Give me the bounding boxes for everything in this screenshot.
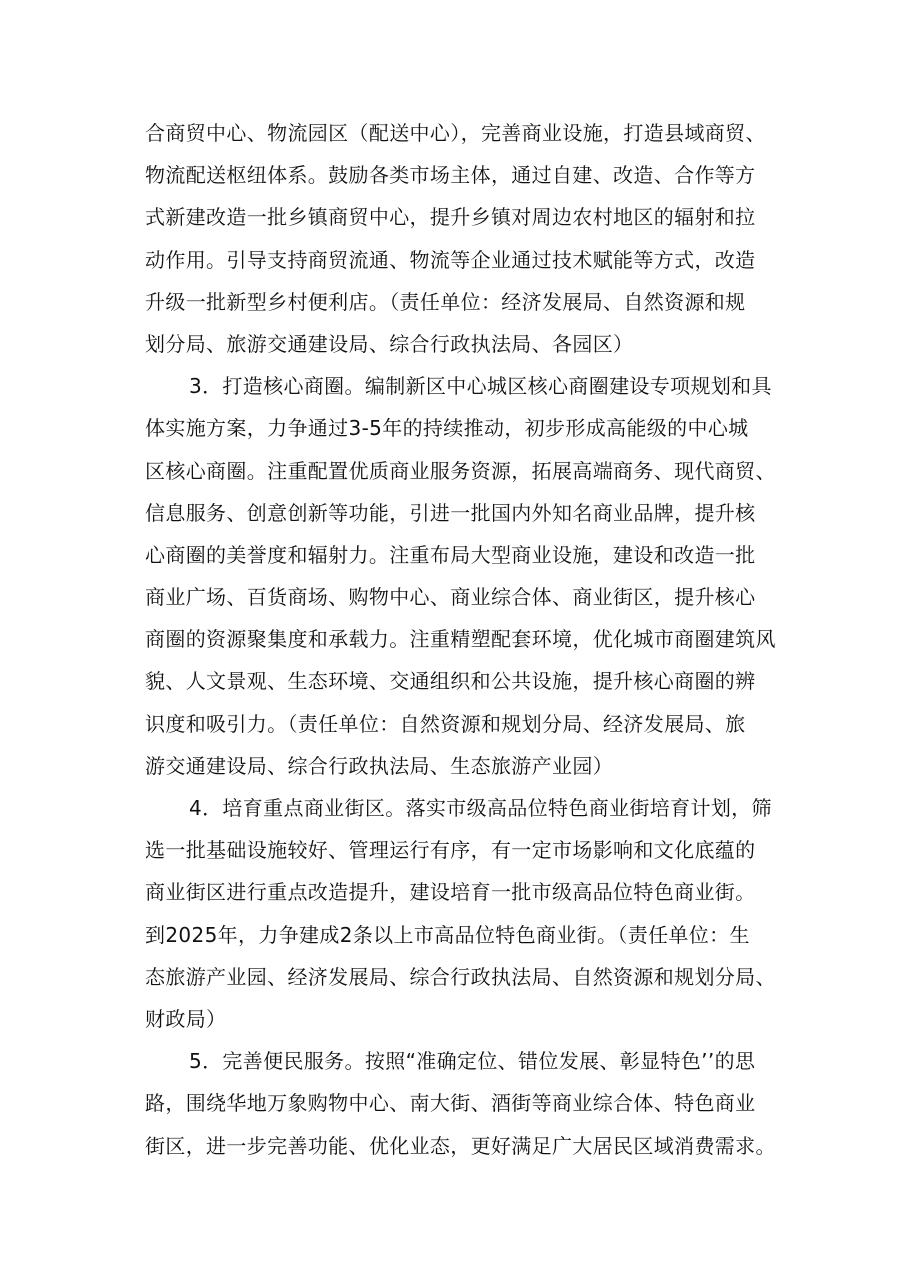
text-line: 式新建改造一批乡镇商贸中心，提升乡镇对周边农村地区的辐射和拉 [145, 205, 756, 230]
text-line: 财政局） [145, 1006, 227, 1031]
text-line: 划分局、旅游交通建设局、综合行政执法局、各园区） [145, 331, 634, 356]
text-line: 合商贸中心、物流园区（配送中心），完善商业设施，打造县域商贸、 [145, 121, 766, 145]
body-text [145, 112, 795, 1167]
text-line: 到2025年，力争建成2条以上市高品位特色商业街。（责任单位：生 [145, 922, 750, 947]
text-line: 游交通建设局、综合行政执法局、生态旅游产业园） [145, 753, 614, 778]
text-line: 体实施方案，力争通过3-5年的持续推动，初步形成高能级的中心城 [145, 416, 749, 441]
text-line: 升级一批新型乡村便利店。（责任单位：经济发展局、自然资源和规 [145, 289, 746, 314]
text-line: 物流配送枢纽体系。鼓励各类市场主体，通过自建、改造、合作等方 [145, 163, 756, 188]
text-line: 区核心商圈。注重配置优质商业服务资源，拓展高端商务、现代商贸、 [145, 458, 776, 483]
text-line: 貌、人文景观、生态环境、交通组织和公共设施，提升核心商圈的辨 [145, 669, 756, 694]
text-line: 态旅游产业园、经济发展局、综合行政执法局、自然资源和规划分局、 [145, 964, 776, 989]
text-line: 动作用。引导支持商贸流通、物流等企业通过技术赋能等方式，改造 [145, 247, 756, 272]
text-line: 商圈的资源聚集度和承载力。注重精塑配套环境，优化城市商圈建筑风 [145, 627, 776, 652]
text-line: 商业街区进行重点改造提升，建设培育一批市级高品位特色商业街。 [145, 880, 756, 905]
text-line: 识度和吸引力。（责任单位：自然资源和规划分局、经济发展局、旅 [145, 711, 746, 736]
text-line: 商业广场、百货商场、购物中心、商业综合体、商业街区，提升核心 [145, 585, 756, 610]
text-line: 路，围绕华地万象购物中心、南大街、酒街等商业综合体、特色商业 [145, 1091, 756, 1116]
paragraph-start-line: 3．打造核心商圈。编制新区中心城区核心商圈建设专项规划和具 [189, 374, 772, 399]
paragraph-start-line: 5．完善便民服务。按照“准确定位、错位发展、彰显特色’’的思 [189, 1049, 756, 1074]
text-line: 街区，进一步完善功能、优化业态，更好满足广大居民区域消费需求。 [145, 1133, 776, 1158]
text-line: 心商圈的美誉度和辐射力。注重布局大型商业设施，建设和改造一批 [145, 542, 756, 567]
paragraph-start-line: 4．培育重点商业街区。落实市级高品位特色商业街培育计划，筛 [189, 796, 772, 820]
text-line: 选一批基础设施较好、管理运行有序，有一定市场影响和文化底蕴的 [145, 838, 756, 863]
text-line: 信息服务、创意创新等功能，引进一批国内外知名商业品牌，提升核 [145, 500, 756, 525]
